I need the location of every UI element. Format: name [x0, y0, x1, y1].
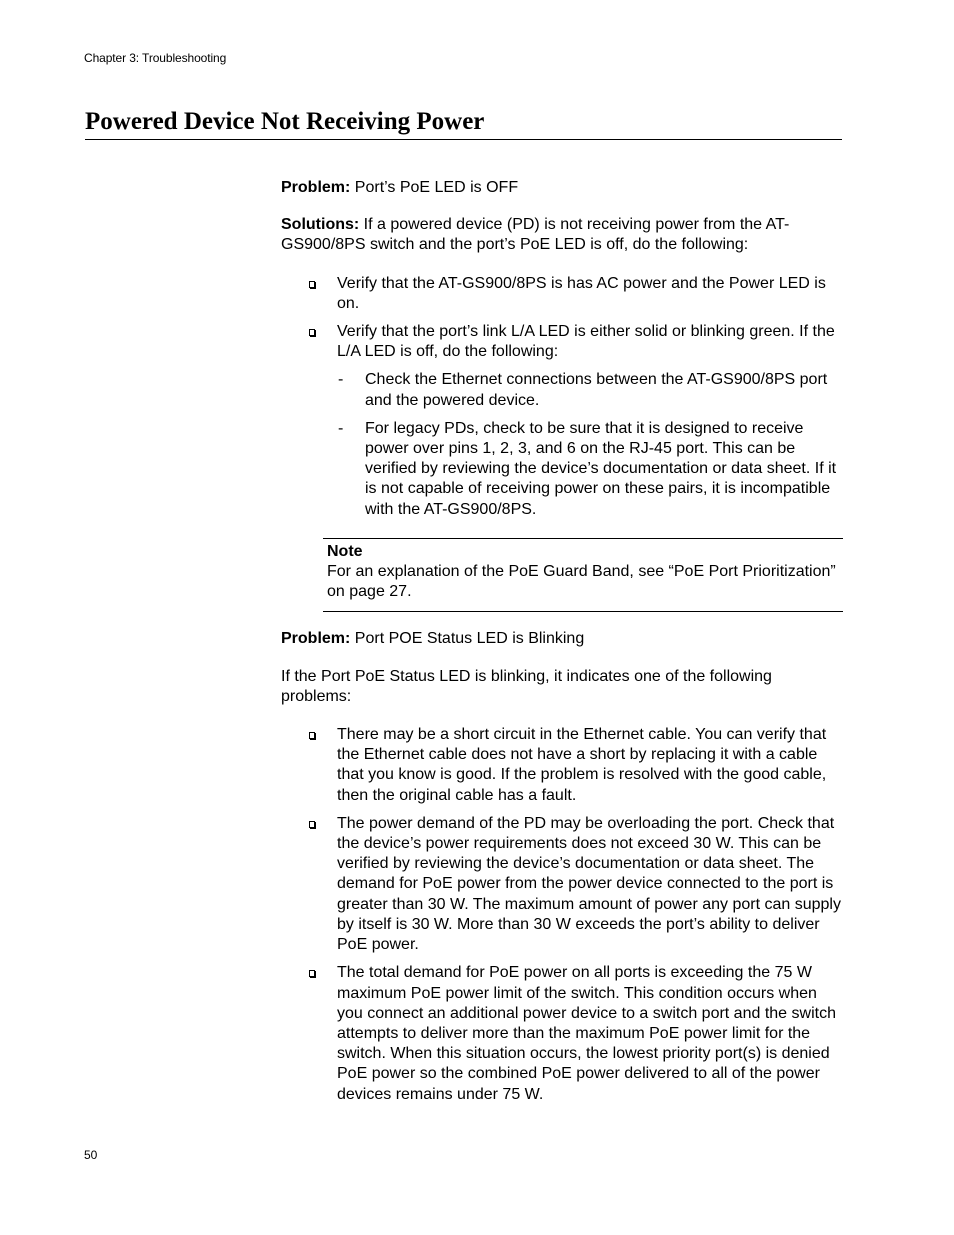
sub-list-item [337, 370, 843, 410]
list-item-text: The total demand for PoE power on all ports is exceeding the 75 W maximum PoE power limit of the switch. This condition occurs when you connect an additional power device to a switch port and the switch attempts to deliver more than the maximum PoE power limit for the switch. When this situation occurs, the lowest priority port(s) is denied PoE power so the combined PoE power delivered to all of the power devices remains under 75 W. [337, 964, 836, 1103]
section-title: Powered Device Not Receiving Power [85, 106, 842, 140]
running-header: Chapter 3: Troubleshooting [84, 51, 227, 65]
problem-statement-2 [281, 629, 843, 649]
problem-label: Problem: [281, 179, 351, 196]
solutions-text: If a powered device (PD) is not receiving power from the AT-GS900/8PS switch and the port’s PoE LED is off, do the following: [281, 216, 790, 254]
list-item [281, 274, 843, 314]
list-item-text: Verify that the AT-GS900/8PS is has AC power and the Power LED is on. [337, 274, 826, 312]
dash-bullet: - [338, 419, 344, 437]
problem-statement-1 [281, 178, 843, 198]
list-item-text: The power demand of the PD may be overloading the port. Check that the device’s power requirements does not exceed 30 W. This can be verified by reviewing the device’s documentation or data sheet. The demand for PoE power from the power device connected to the port is greater than 30 W. The maximum amount of power any port can supply by itself is 30 W. More than 30 W exceeds the port’s ability to deliver PoE power. [337, 814, 841, 954]
checkbox-bullet-icon [309, 281, 315, 288]
note-text: For an explanation of the PoE Guard Band, see “PoE Port Prioritization” on page 27. [327, 563, 836, 601]
sub-list-item-text: For legacy PDs, check to be sure that it is designed to receive power over pins 1, 2, 3, and 6 on the RJ-45 port. This can be verified by reviewing the device’s documentation or data sheet. If it is not capable of receiving power on these pairs, it is incompatible with the AT-GS900/8PS. [365, 419, 837, 518]
problems-list [281, 725, 843, 1105]
problem-text: Port POE Status LED is Blinking [350, 630, 585, 648]
sub-list-item-text: Check the Ethernet connections between the AT-GS900/8PS port and the powered device. [365, 371, 828, 409]
problem-text: Port’s PoE LED is OFF [350, 179, 519, 196]
problem-label: Problem: [281, 630, 351, 648]
problem-intro: If the Port PoE Status LED is blinking, it indicates one of the following problems: [281, 667, 772, 705]
list-item [281, 963, 843, 1104]
sub-list [337, 370, 843, 519]
page-number: 50 [84, 1148, 98, 1162]
list-item [281, 322, 843, 520]
checkbox-bullet-icon [309, 732, 315, 739]
solutions-list [281, 274, 843, 520]
list-item [281, 725, 843, 806]
body-content [281, 178, 843, 1113]
checkbox-bullet-icon [309, 329, 315, 336]
solutions-label: Solutions: [281, 216, 360, 234]
note-title: Note [327, 542, 363, 560]
list-item-text: Verify that the port’s link L/A LED is either solid or blinking green. If the L/A LED is off, do the following: [337, 323, 835, 361]
note-box [323, 538, 843, 613]
solutions-paragraph [281, 215, 843, 255]
sub-list-item [337, 419, 843, 520]
checkbox-bullet-icon [309, 821, 315, 828]
list-item-text: There may be a short circuit in the Ethernet cable. You can verify that the Ethernet cable does not have a short by replacing it with a cable that you know is good. If the problem is resolved with the good cable, then the original cable has a fault. [337, 726, 827, 804]
checkbox-bullet-icon [309, 970, 315, 977]
dash-bullet: - [338, 371, 344, 389]
list-item [281, 814, 843, 955]
